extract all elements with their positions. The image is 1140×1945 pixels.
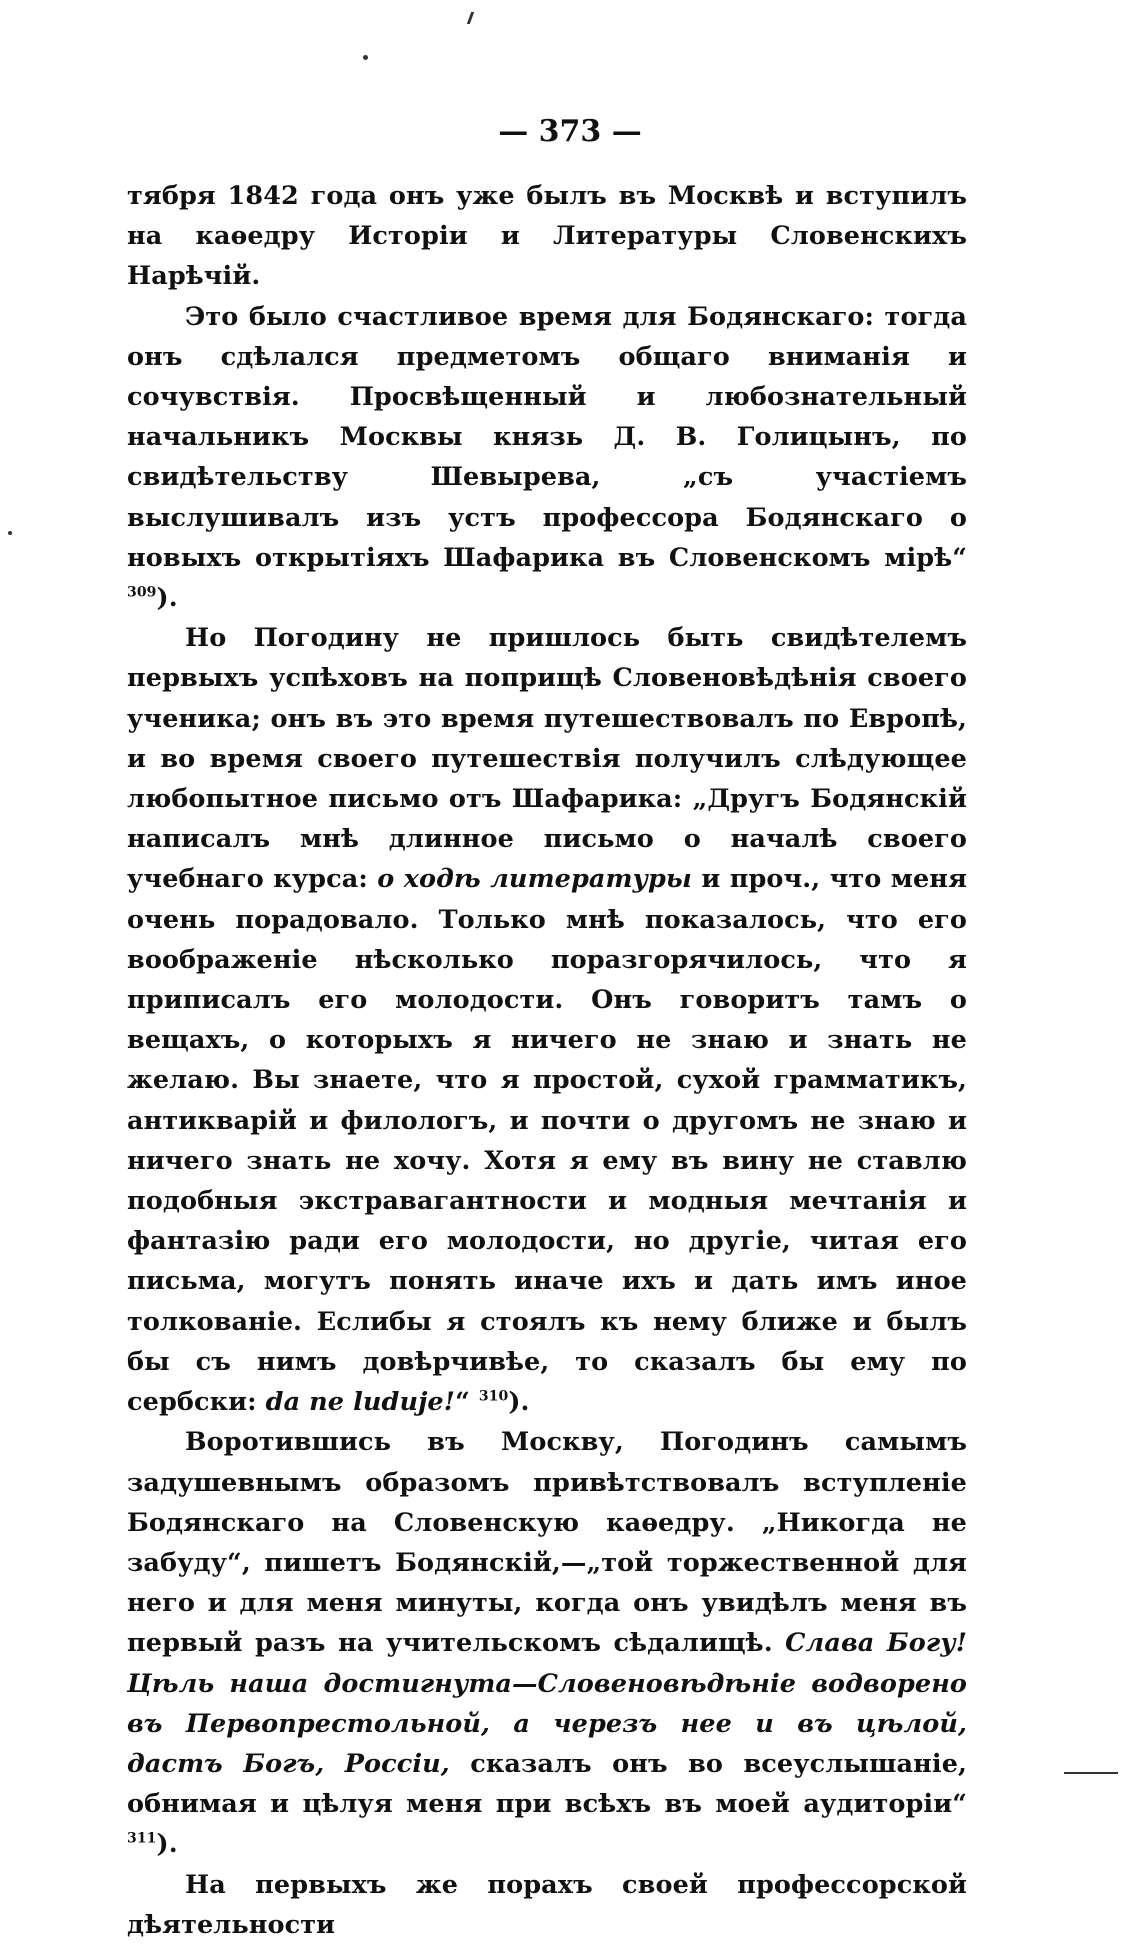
ink-mark (467, 12, 474, 24)
text-run: Но Погодину не пришлось быть свидѣтелемъ первыхъ успѣховъ на поприщѣ Словеновѣдѣнія своего ученика; онъ въ это время путешествовалъ по Европѣ, и во время своего путешествія получилъ слѣдующее любопытное письмо отъ Шафарика: „Другъ Бодянскій написалъ мнѣ длинное письмо о началѣ своего учебнаго курса: (127, 623, 967, 895)
footnote-ref: 311 (127, 1830, 157, 1847)
text-run: сказалъ онъ во всеуслышаніе, обнимая и цѣлуя меня при всѣхъ въ моей аудиторіи“ (127, 1748, 967, 1820)
text-run: и проч., что меня очень порадовало. Только мнѣ показалось, что его воображеніе нѣсколько поразгорячилось, что я приписалъ его молодости. Онъ говоритъ тамъ о вещахъ, о которыхъ я ничего не знаю и знать не желаю. Вы знаете, что я простой, сухой грамматикъ, антикварій и филологъ, и почти о другомъ не знаю и ничего знать не хочу. Хотя я ему въ вину не ставлю подобныя экстравагантности и модныя мечтанія и фантазію ради его молодости, но другіе, читая его письма, могутъ понять иначе ихъ и дать имъ иное толкованіе. Еслибы я стоялъ къ нему ближе и былъ бы съ нимъ довѣрчивѣе, то сказалъ бы ему по сербски: (127, 864, 968, 1418)
ink-dot (363, 55, 368, 60)
text-run: ). (156, 583, 178, 614)
ink-line (1064, 1772, 1118, 1774)
italic-text: о ходѣ литературы (377, 864, 692, 895)
paragraph (127, 618, 967, 1422)
text-run: ). (156, 1829, 178, 1860)
paragraph (127, 1865, 967, 1945)
ink-dot (8, 531, 12, 535)
text-run: ). (508, 1387, 530, 1418)
page-number: — 373 — (498, 114, 642, 149)
text-run: Это было счастливое время для Бодянскаго: тогда онъ сдѣлался предметомъ общаго вниманія и сочувствія. Просвѣщенный и любознательный начальникъ Москвы князь Д. В. Голицынъ, по свидѣтельству Шевырева, „съ участіемъ выслушивалъ изъ устъ профессора Бодянскаго о новыхъ открытіяхъ Шафарика въ Словенскомъ мірѣ“ (127, 301, 967, 573)
paragraph (127, 297, 967, 619)
paragraph (127, 1422, 967, 1864)
paragraph (127, 176, 967, 297)
italic-text: Слава Богу! Цѣль наша достигнута—Словеновѣдѣніе водворено въ Первопрестольной, а черезъ нее и въ цѣлой, дастъ Богъ, Россіи, (127, 1628, 967, 1779)
text-run: тября 1842 года онъ уже былъ въ Москвѣ и вступилъ на каѳедру Исторіи и Литературы Словенскихъ Нарѣчій. (127, 181, 967, 292)
text-run: Воротившись въ Москву, Погодинъ самымъ задушевнымъ образомъ привѣтствовалъ вступленіе Бодянскаго на Словенскую каѳедру. „Никогда не забуду“, пишетъ Бодянскій,—„той торжественной для него и для меня минуты, когда онъ увидѣлъ меня въ первый разъ на учительскомъ сѣдалищѣ. (127, 1427, 967, 1659)
footnote-ref: 310 (478, 1388, 509, 1405)
text-run: На первыхъ же порахъ своей профессорской дѣятельности (127, 1869, 967, 1940)
text-run: “ (455, 1387, 479, 1418)
body-text (127, 176, 967, 1945)
footnote-ref: 309 (127, 584, 157, 601)
italic-text: da ne luduje! (265, 1387, 456, 1418)
